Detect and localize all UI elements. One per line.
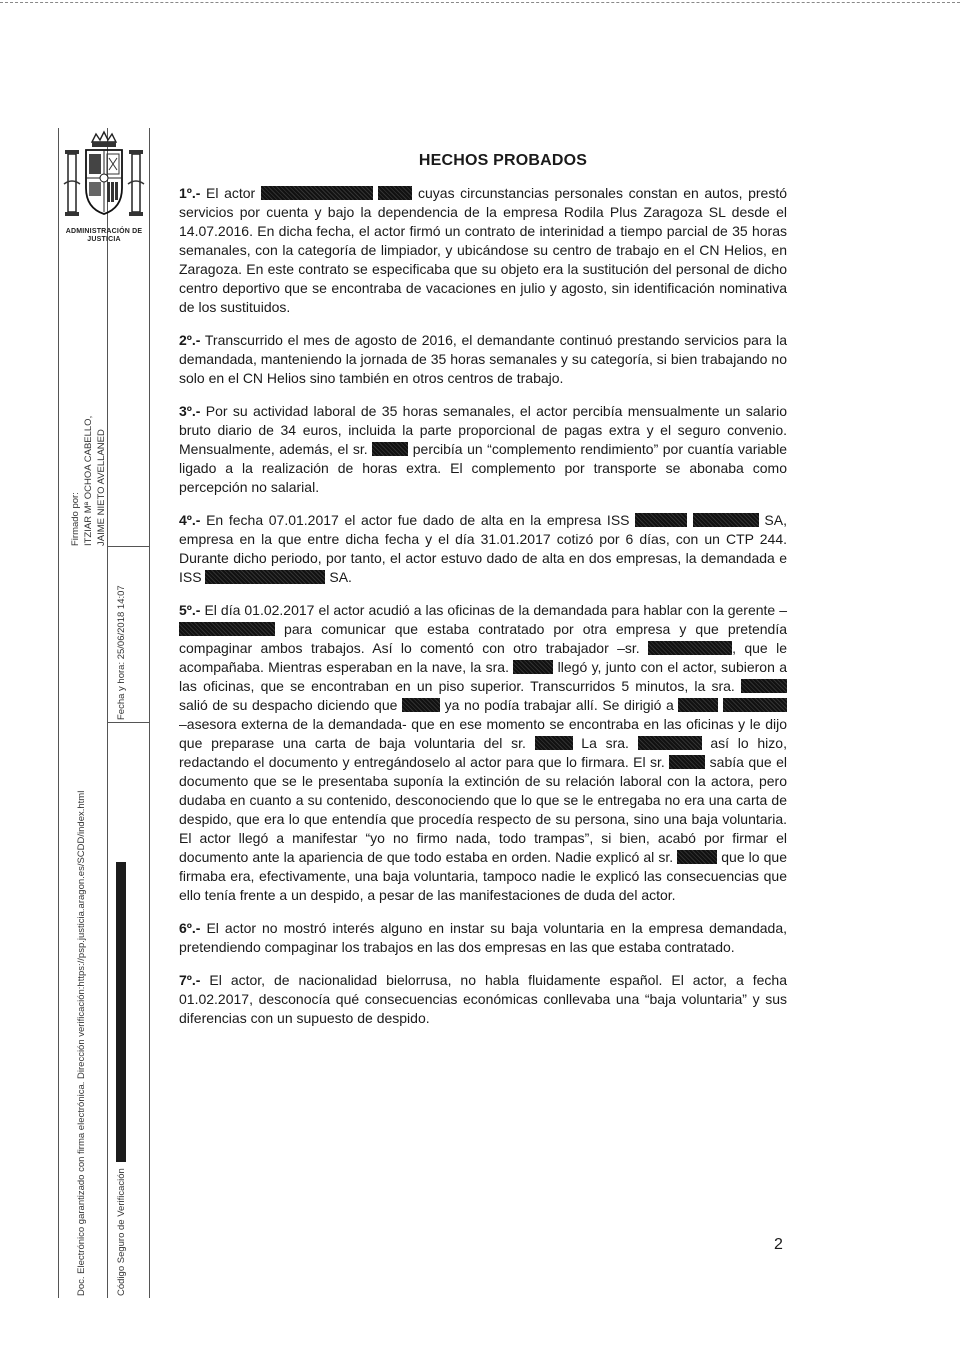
redacted-name <box>372 442 408 456</box>
fact-1: 1º.- El actor cuyas circunstancias personales constan en autos, prestó servicios por cuenta y bajo la dependencia de la empresa Rodila Plus Zaragoza SL desde el 14.07.2016. En dicha fecha, el actor firmó un contrato de interinidad a tiempo parcial de 35 horas semanales, con la categoría de limpiador, y ubicándose su centro de trabajo en el CN Helios, en Zaragoza. En este contrato se especificaba que su objeto era la sustitución del personal de dicho centro deportivo que se encontraba de vacaciones en julio y agosto, sin identificación nominativa de los sustituidos. <box>179 185 788 315</box>
redacted-name <box>669 755 705 769</box>
redacted-name <box>535 736 573 750</box>
fact-3: 3º.- Por su actividad laboral de 35 horas semanales, el actor percibía mensualmente un salario bruto diario de 34 euros, incluida la parte proporcional de pagas extra y el seguro convenio. Mensualmente, además, el sr. percibía un “complemento rendimiento” por cuantía variable ligado a la realización de horas extra. El complemento por transporte se abonaba como percepción no salarial. <box>179 403 788 495</box>
redacted-name <box>513 660 553 674</box>
fact-7: 7º.- El actor, de nacionalidad bielorrusa, no habla fluidamente español. El actor, a fecha 01.02.2017, desconocía qué consecuencias económicas conllevaba una “baja voluntaria” y sus diferencias con un supuesto de despido. <box>179 972 787 1026</box>
left-margin-column <box>58 128 150 1298</box>
fact-2: 2º.- Transcurrido el mes de agosto de 2016, el demandante continuó prestando servicios para la demandada, manteniendo la jornada de 35 horas semanales y su categoría, si bien trabajando no solo en el CN Helios sino también en otros centros de trabajo. <box>179 332 787 386</box>
crest-label: ADMINISTRACIÓN DE JUSTICIA <box>65 228 143 243</box>
redacted-name <box>723 698 787 712</box>
fact-4: 4º.- En fecha 07.01.2017 el actor fue dado de alta en la empresa ISS SA, empresa en la que entre dicha fecha y el día 31.01.2017 cotizó por 6 días, con un CTP 244. Durante dicho periodo, por tanto, el actor estuvo dado de alta en dos empresas, la demandada e ISS SA. <box>179 512 787 585</box>
signer-2: JAIME NIETO AVELLANED <box>96 429 107 546</box>
redacted-name <box>638 736 702 750</box>
redacted-name <box>378 186 412 200</box>
top-edge-rule <box>0 2 960 3</box>
redacted-name <box>261 186 373 200</box>
redacted-name <box>179 622 275 636</box>
document-body <box>179 152 787 1042</box>
signature-datetime: Fecha y hora: 25/06/2018 14:07 <box>116 585 127 720</box>
page-title: HECHOS PROBADOS <box>418 152 588 169</box>
redacted-name <box>402 698 440 712</box>
redacted-name <box>648 641 732 655</box>
signer-1: ITZIAR Mª OCHOA CABELLO, <box>83 415 94 546</box>
verification-code-label: Código Seguro de Verificación <box>116 862 127 1296</box>
fact-5: 5º.- El día 01.02.2017 el actor acudió a las oficinas de la demandada para hablar con la gerente – para comunicar que estaba contratado por otra empresa y que pretendía compaginar ambos trabajos. Así lo comentó con otro trabajador –sr. , que le acompañaba. Mientras esperaban en la nave, la sra. llegó y, junto con el actor, subieron a las oficinas, que se encontraban en un piso superior. Transcurridos 5 minutos, la sra. salió de su despacho diciendo que ya no podía trabajar allí. Se dirigió a –asesora externa de la demandada- que en ese momento se encontraba en las oficinas y le dijo que preparase una carta de baja voluntaria del sr. La sra. así lo hizo, redactando el documento y entregándoselo al actor para que lo firmara. El sr. sabía que el documento que se le presentaba suponía la extinción de su relación laboral con la actora, pero dudaba en cuanto a su contenido, desconociendo que lo que se le entregaba no era una carta de despido, que era lo que entendía que procedía respecto de su persona, sino una baja voluntaria. El actor llegó a manifestar “yo no firmo nada, todo trampas”, si bien, acabó por firmar el documento ante la apariencia de que todo estaba en orden. Nadie explicó al sr. que lo que firmaba era, efectivamente, una baja voluntaria, tampoco nadie le explicó las consecuencias que ello tenía frente a un despido, a pesar de las manifestaciones de duda del actor. <box>179 602 788 903</box>
redacted-company <box>693 513 759 527</box>
redacted-name <box>678 698 718 712</box>
coat-of-arms-icon <box>58 128 150 228</box>
page-number: 2 <box>774 1236 783 1253</box>
redacted-verification-code <box>116 862 126 1162</box>
redacted-company <box>635 513 687 527</box>
electronic-doc-notice: Doc. Electrónico garantizado con firma electrónica. Dirección verificación:https://psp.justicia.aragon.es/SCDD/index.html <box>76 790 87 1296</box>
redacted-company <box>205 570 325 584</box>
fact-6: 6º.- El actor no mostró interés alguno en instar su baja voluntaria en la empresa demandada, pretendiendo compaginar los trabajos en las dos empresas en las que estaba contratado. <box>179 920 787 955</box>
signed-by-label: Firmado por: <box>70 492 81 546</box>
redacted-name <box>677 850 717 864</box>
redacted-name <box>741 679 787 693</box>
